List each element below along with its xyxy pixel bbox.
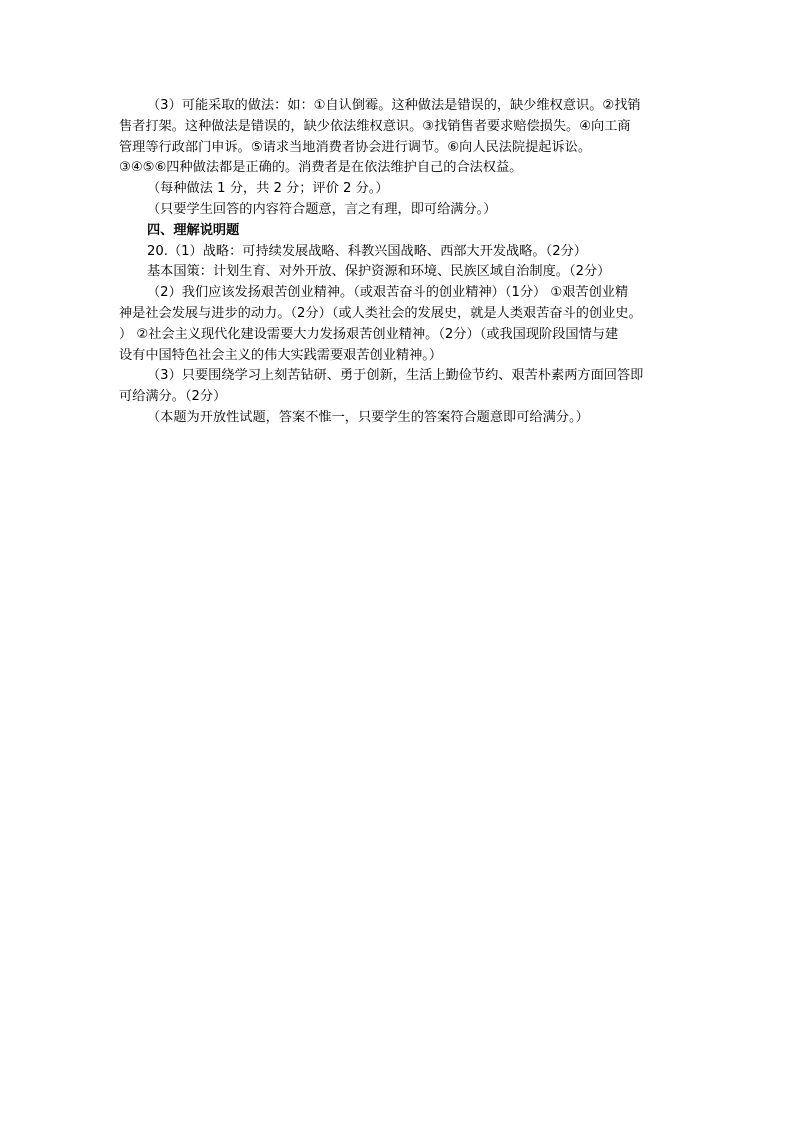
text-line: 可给满分。（2分） xyxy=(119,389,227,405)
text-line: ③④⑤⑥四种做法都是正确的。消费者是在依法维护自己的合法权益。 xyxy=(119,160,523,176)
text-line: 售者打架。这种做法是错误的，缺少依法维权意识。③找销售者要求赔偿损失。④向工商 xyxy=(119,118,631,134)
text-line: 神是社会发展与进步的动力。（2分）（或人类社会的发展史，就是人类艰苦奋斗的创业史。 xyxy=(119,305,642,321)
text-line: （2）我们应该发扬艰苦创业精神。（或艰苦奋斗的创业精神）（1分） ①艰苦创业精 xyxy=(147,285,629,301)
text-line: ） ②社会主义现代化建设需要大力发扬艰苦创业精神。（2分）（或我国现阶段国情与建 xyxy=(119,326,619,342)
text-line: （本题为开放性试题，答案不惟一，只要学生的答案符合题意即可给满分。） xyxy=(147,409,589,425)
answer-text-body xyxy=(119,96,677,429)
text-line: （只要学生回答的内容符合题意，言之有理，即可给满分。） xyxy=(147,201,497,217)
text-line: 管理等行政部门申诉。⑤请求当地消费者协会进行调节。⑥向人民法院提起诉讼。 xyxy=(119,139,592,155)
text-line: （每种做法 1 分，共 2 分；评价 2 分。） xyxy=(147,181,389,197)
text-line: （3）可能采取的做法：如：①自认倒霉。这种做法是错误的，缺少维权意识。②找销 xyxy=(147,98,641,113)
section-heading: 四、理解说明题 xyxy=(147,222,240,238)
text-line: 基本国策：计划生育、对外开放、保护资源和环境、民族区域自治制度。（2分） xyxy=(147,264,611,280)
text-line: 设有中国特色社会主义的伟大实践需要艰苦创业精神。） xyxy=(119,347,443,363)
text-line: （3）只要围绕学习上刻苦钻研、勇于创新，生活上勤俭节约、艰苦朴素两方面回答即 xyxy=(147,368,644,384)
text-line: 20.（1）战略：可持续发展战略、科教兴国战略、西部大开发战略。（2分） xyxy=(147,243,587,259)
